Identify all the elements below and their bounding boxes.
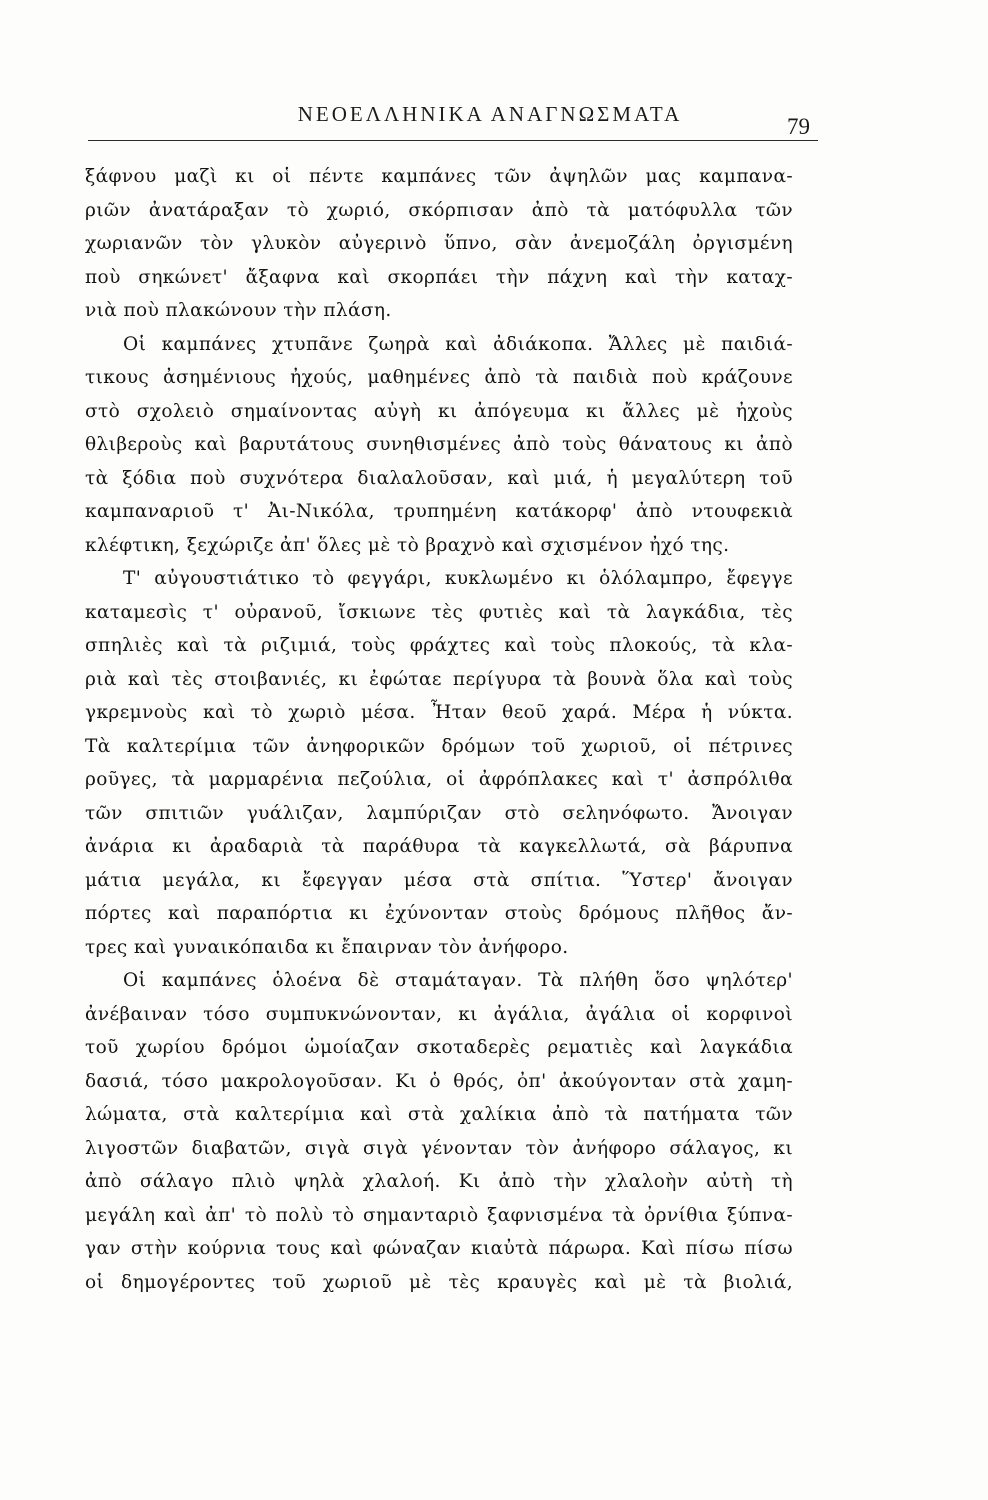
- text-line: κλέφτικη, ξεχώριζε ἀπ' ὅλες μὲ τὸ βραχνὸ καὶ σχισμένον ἠχό της.: [85, 534, 730, 556]
- text-line: θλιβεροὺς καὶ βαρυτάτους συνηθισμένες ἀπὸ τοὺς θάνατους κι ἀπὸ: [85, 434, 793, 455]
- running-header: [80, 102, 820, 146]
- body-text: [85, 160, 793, 1299]
- text-line: τῶν σπιτιῶν γυάλιζαν, λαμπύριζαν στὸ σεληνόφωτο. Ἄνοιγαν: [85, 802, 793, 824]
- text-line: Τὰ καλτερίμια τῶν ἀνηφορικῶν δρόμων τοῦ χωριοῦ, οἱ πέτρινες: [85, 735, 793, 757]
- text-line: σπηλιὲς καὶ τὰ ριζιμιά, τοὺς φράχτες καὶ τοὺς πλοκούς, τὰ κλα-: [85, 635, 793, 656]
- text-line: χωριανῶν τὸν γλυκὸν αὐγερινὸ ὕπνο, σὰν ἀνεμοζάλη ὀργισμένη: [85, 233, 793, 254]
- text-line: γαν στὴν κούρνια τους καὶ φώναζαν κιαὐτὰ πάρωρα. Καὶ πίσω πίσω: [85, 1238, 793, 1259]
- text-line: πόρτες καὶ παραπόρτια κι ἐχύνονταν στοὺς δρόμους πλῆθος ἄν-: [85, 903, 793, 924]
- text-line: τρες καὶ γυναικόπαιδα κι ἔπαιρναν τὸν ἀνήφορο.: [85, 936, 569, 958]
- text-line: καταμεσὶς τ' οὐρανοῦ, ἴσκιωνε τὲς φυτιὲς καὶ τὰ λαγκάδια, τὲς: [85, 601, 793, 623]
- text-line: ἀνέβαιναν τόσο συμπυκνώνονταν, κι ἀγάλια, ἀγάλια οἱ κορφινοὶ: [85, 1003, 793, 1025]
- text-line: τοῦ χωρίου δρόμοι ὡμοίαζαν σκοταδερὲς ρεματιὲς καὶ λαγκάδια: [85, 1037, 793, 1058]
- text-line: στὸ σχολειὸ σημαίνοντας αὐγὴ κι ἀπόγευμα κι ἄλλες μὲ ἠχοὺς: [85, 400, 793, 422]
- text-line: ἀνάρια κι ἀραδαριὰ τὰ παράθυρα τὰ καγκελλωτά, σὰ βάρυπνα: [85, 836, 793, 857]
- text-line: λιγοστῶν διαβατῶν, σιγὰ σιγὰ γένονταν τὸν ἀνήφορο σάλαγος, κι: [85, 1137, 793, 1159]
- text-line: ξάφνου μαζὶ κι οἱ πέντε καμπάνες τῶν ἀψηλῶν μας καμπανα-: [85, 166, 793, 187]
- text-line: νιὰ ποὺ πλακώνουν τὴν πλάση.: [85, 300, 392, 321]
- text-line: τικους ἀσημένιους ἠχούς, μαθημένες ἀπὸ τὰ παιδιὰ ποὺ κράζουνε: [85, 367, 793, 388]
- text-line: ριῶν ἀνατάραξαν τὸ χωριό, σκόρπισαν ἀπὸ τὰ ματόφυλλα τῶν: [85, 199, 793, 221]
- text-line: μεγάλη καὶ ἀπ' τὸ πολὺ τὸ σημανταριὸ ξαφνισμένα τὰ ὀρνίθια ξύπνα-: [85, 1204, 793, 1226]
- text-line: καμπαναριοῦ τ' Ἀι-Νικόλα, τρυπημένη κατάκορφ' ἀπὸ ντουφεκιὰ: [85, 501, 793, 522]
- text-line: Τ' αὐγουστιάτικο τὸ φεγγάρι, κυκλωμένο κι ὁλόλαμπρο, ἔφεγγε: [123, 568, 793, 589]
- text-line: λώματα, στὰ καλτερίμια καὶ στὰ χαλίκια ἀπὸ τὰ πατήματα τῶν: [85, 1104, 793, 1125]
- text-line: δασιά, τόσο μακρολογοῦσαν. Κι ὁ θρός, ὀπ' ἀκούγονταν στὰ χαμη-: [85, 1070, 793, 1092]
- text-line: ποὺ σηκώνετ' ἄξαφνα καὶ σκορπάει τὴν πάχνη καὶ τὴν καταχ-: [85, 266, 793, 288]
- text-line: Οἱ καμπάνες χτυπᾶνε ζωηρὰ καὶ ἀδιάκοπα. Ἄλλες μὲ παιδιά-: [123, 333, 793, 355]
- text-line: ριὰ καὶ τὲς στοιβανιές, κι ἐφώταε περίγυρα τὰ βουνὰ ὅλα καὶ τοὺς: [85, 668, 793, 690]
- text-line: οἱ δημογέροντες τοῦ χωριοῦ μὲ τὲς κραυγὲς καὶ μὲ τὰ βιολιά,: [85, 1271, 793, 1293]
- text-line: γκρεμνοὺς καὶ τὸ χωριὸ μέσα. Ἦταν θεοῦ χαρά. Μέρα ἡ νύκτα.: [85, 702, 793, 723]
- header-rule: [88, 140, 818, 141]
- page-number: 79: [787, 114, 810, 139]
- running-title: ΝΕΟΕΛΛΗΝΙΚΑ ΑΝΑΓΝΩΣΜΑΤΑ: [297, 102, 683, 126]
- text-line: ροῦγες, τὰ μαρμαρένια πεζούλια, οἱ ἀφρόπλακες καὶ τ' ἀσπρόλιθα: [85, 769, 793, 790]
- text-line: Οἱ καμπάνες ὁλοένα δὲ σταμάταγαν. Τὰ πλήθη ὅσο ψηλότερ': [123, 970, 793, 991]
- text-line: τὰ ξόδια ποὺ συχνότερα διαλαλοῦσαν, καὶ μιά, ἡ μεγαλύτερη τοῦ: [85, 467, 793, 489]
- text-line: μάτια μεγάλα, κι ἔφεγγαν μέσα στὰ σπίτια. Ὕστερ' ἄνοιγαν: [85, 869, 793, 891]
- text-line: ἀπὸ σάλαγο πλιὸ ψηλὰ χλαλοή. Κι ἀπὸ τὴν χλαλοὴν αὐτὴ τὴ: [85, 1171, 793, 1192]
